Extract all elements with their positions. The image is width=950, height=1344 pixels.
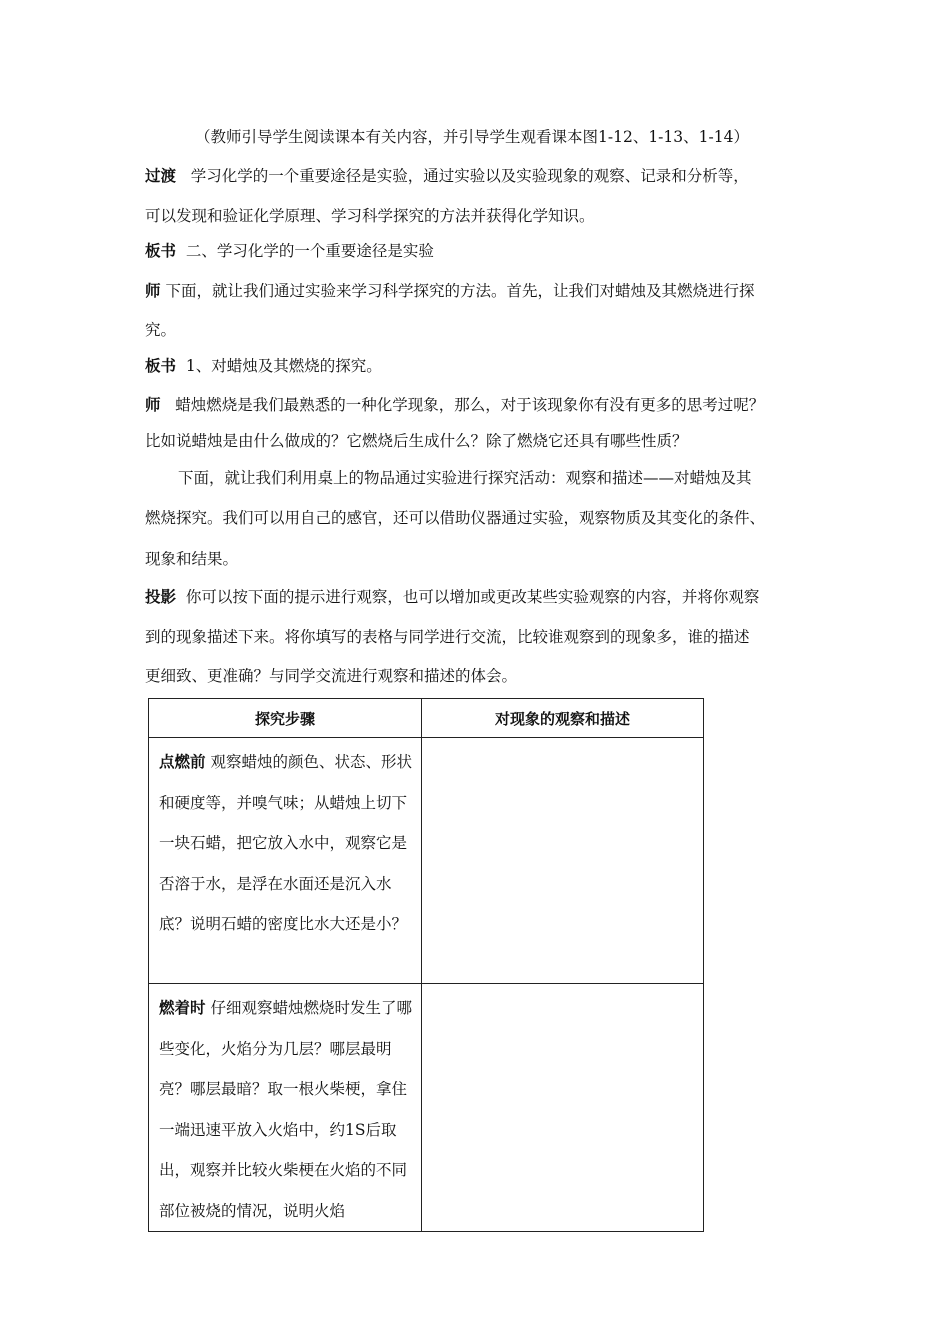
- step-label: 点燃前: [159, 752, 206, 771]
- label-teacher: 师: [145, 281, 161, 300]
- text-line: 现象和结果。: [145, 550, 239, 568]
- observation-cell[interactable]: [422, 738, 704, 984]
- label-blackboard: 板书: [145, 241, 177, 260]
- table-header-row: [149, 699, 704, 738]
- table-row: [149, 738, 704, 984]
- observation-cell[interactable]: [422, 984, 704, 1232]
- label-blackboard: 板书: [145, 356, 177, 375]
- table-row: [149, 984, 704, 1232]
- label-transition: 过渡: [145, 166, 177, 185]
- text-line: 蜡烛燃烧是我们最熟悉的一种化学现象，那么，对于该现象你有没有更多的思考过呢？: [175, 396, 765, 414]
- paragraph-teacher-guide: （教师引导学生阅读课本有关内容，并引导学生观看课本图1-12、1-13、1-14）: [195, 128, 749, 146]
- text-line: 可以发现和验证化学原理、学习科学探究的方法并获得化学知识。: [145, 207, 595, 225]
- text-line: 二、学习化学的一个重要途径是实验: [185, 242, 434, 260]
- text-line: 你可以按下面的提示进行观察，也可以增加或更改某些实验观察的内容，并将你观察: [185, 588, 760, 606]
- text-line: 1、对蜡烛及其燃烧的探究。: [185, 357, 382, 375]
- observation-table: [148, 698, 704, 1232]
- text-line: 究。: [145, 321, 177, 339]
- text-line: 更细致、更准确？与同学交流进行观察和描述的体会。: [145, 667, 518, 685]
- step-description: 仔细观察蜡烛燃烧时发生了哪些变化，火焰分为几层？哪层最明亮？哪层最暗？取一根火柴梗，拿住一端迅速平放入火焰中，约1S后取出，观察并比较火柴梗在火焰的不同部位被烧的情况，说明火焰: [159, 999, 412, 1220]
- header-steps: 探究步骤: [149, 699, 422, 738]
- paragraph-blackboard-1: [145, 241, 434, 261]
- paragraph-teacher-1: [145, 281, 754, 301]
- text-line: 比如说蜡烛是由什么做成的？它燃烧后生成什么？除了燃烧它还具有哪些性质？: [145, 432, 688, 450]
- step-text: [149, 738, 421, 945]
- paragraph-projection: [145, 587, 759, 607]
- step-text: [149, 984, 421, 1231]
- label-teacher: 师: [145, 395, 161, 414]
- step-cell: [149, 738, 422, 984]
- paragraph-blackboard-2: [145, 356, 382, 376]
- step-cell: [149, 984, 422, 1232]
- text-line: 燃烧探究。我们可以用自己的感官，还可以借助仪器通过实验，观察物质及其变化的条件、: [145, 509, 766, 527]
- text-line: 下面，就让我们利用桌上的物品通过实验进行探究活动：观察和描述——对蜡烛及其: [178, 469, 752, 487]
- text-line: 到的现象描述下来。将你填写的表格与同学进行交流，比较谁观察到的现象多，谁的描述: [145, 628, 750, 646]
- paragraph-teacher-2: [145, 395, 764, 415]
- text-line: 学习化学的一个重要途径是实验，通过实验以及实验现象的观察、记录和分析等，: [190, 167, 749, 185]
- header-observation: 对现象的观察和描述: [422, 699, 704, 738]
- text-line: 下面，就让我们通过实验来学习科学探究的方法。首先，让我们对蜡烛及其燃烧进行探: [165, 282, 755, 300]
- step-label: 燃着时: [159, 998, 206, 1017]
- step-description: 观察蜡烛的颜色、状态、形状和硬度等，并嗅气味；从蜡烛上切下一块石蜡，把它放入水中，观察它是否溶于水，是浮在水面还是沉入水底？说明石蜡的密度比水大还是小？: [159, 753, 412, 933]
- label-projection: 投影: [145, 587, 177, 606]
- paragraph-transition: [145, 166, 749, 186]
